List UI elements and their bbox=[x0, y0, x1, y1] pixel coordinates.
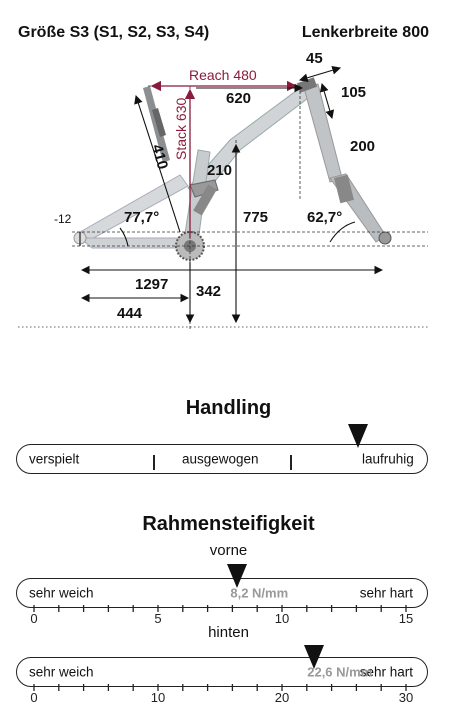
axis-tick-label: 0 bbox=[30, 690, 38, 705]
rear-stiffness-value: 22,6 N/mm bbox=[307, 664, 373, 680]
front-stiffness-value: 8,2 N/mm bbox=[230, 585, 289, 601]
dim-bb-drop: -12 bbox=[54, 212, 72, 226]
dim-bb-height: 342 bbox=[196, 283, 222, 300]
handlebar-width-label: Lenkerbreite 800 bbox=[301, 24, 429, 41]
handling-label-playful: verspielt bbox=[29, 451, 80, 467]
front-stiffness-scale bbox=[16, 578, 428, 608]
handling-title: Handling bbox=[185, 397, 272, 419]
rear-stiffness-axis bbox=[0, 684, 420, 706]
rear-stiffness-scale bbox=[16, 657, 428, 687]
dim-top-tube: 620 bbox=[226, 90, 252, 107]
rear-right-label: sehr hart bbox=[359, 664, 413, 680]
reach-label: Reach 480 bbox=[189, 67, 257, 83]
front-label: vorne bbox=[209, 542, 248, 559]
handling-label-balanced: ausgewogen bbox=[182, 451, 259, 467]
stack-label: Stack 630 bbox=[173, 97, 189, 160]
dim-headtube-spacers: 105 bbox=[341, 84, 367, 101]
dim-wheelbase: 1297 bbox=[135, 276, 169, 293]
front-stiffness-marker bbox=[225, 564, 249, 590]
axis-tick-label: 10 bbox=[150, 690, 166, 705]
dim-seat-cluster: 210 bbox=[207, 162, 233, 179]
dim-seat-to-bb: 775 bbox=[243, 209, 269, 226]
handling-divider bbox=[153, 455, 155, 470]
dim-head-angle: 62,7° bbox=[307, 209, 343, 226]
frame-size-label: Größe S3 (S1, S2, S3, S4) bbox=[18, 24, 210, 41]
front-left-label: sehr weich bbox=[29, 585, 94, 601]
axis-tick-label: 15 bbox=[398, 611, 414, 626]
handling-marker bbox=[346, 424, 370, 450]
dim-headtube: 200 bbox=[350, 138, 376, 155]
dim-stem: 45 bbox=[306, 50, 323, 67]
front-right-label: sehr hart bbox=[359, 585, 413, 601]
axis-tick-label: 20 bbox=[274, 690, 290, 705]
rear-stiffness-marker bbox=[302, 645, 326, 671]
dim-seat-tube: 410 bbox=[148, 142, 172, 172]
bike-geometry-diagram bbox=[0, 0, 457, 340]
handling-divider bbox=[290, 455, 292, 470]
rear-label: hinten bbox=[208, 624, 249, 641]
dim-chainstay: 444 bbox=[117, 305, 143, 322]
axis-tick-label: 10 bbox=[274, 611, 290, 626]
rear-left-label: sehr weich bbox=[29, 664, 94, 680]
dim-seat-angle: 77,7° bbox=[124, 209, 160, 226]
handling-label-smooth: laufruhig bbox=[362, 451, 414, 467]
stiffness-title: Rahmensteifigkeit bbox=[142, 513, 315, 535]
axis-tick-label: 5 bbox=[154, 611, 162, 626]
axis-tick-label: 0 bbox=[30, 611, 38, 626]
axis-tick-label: 30 bbox=[398, 690, 414, 705]
